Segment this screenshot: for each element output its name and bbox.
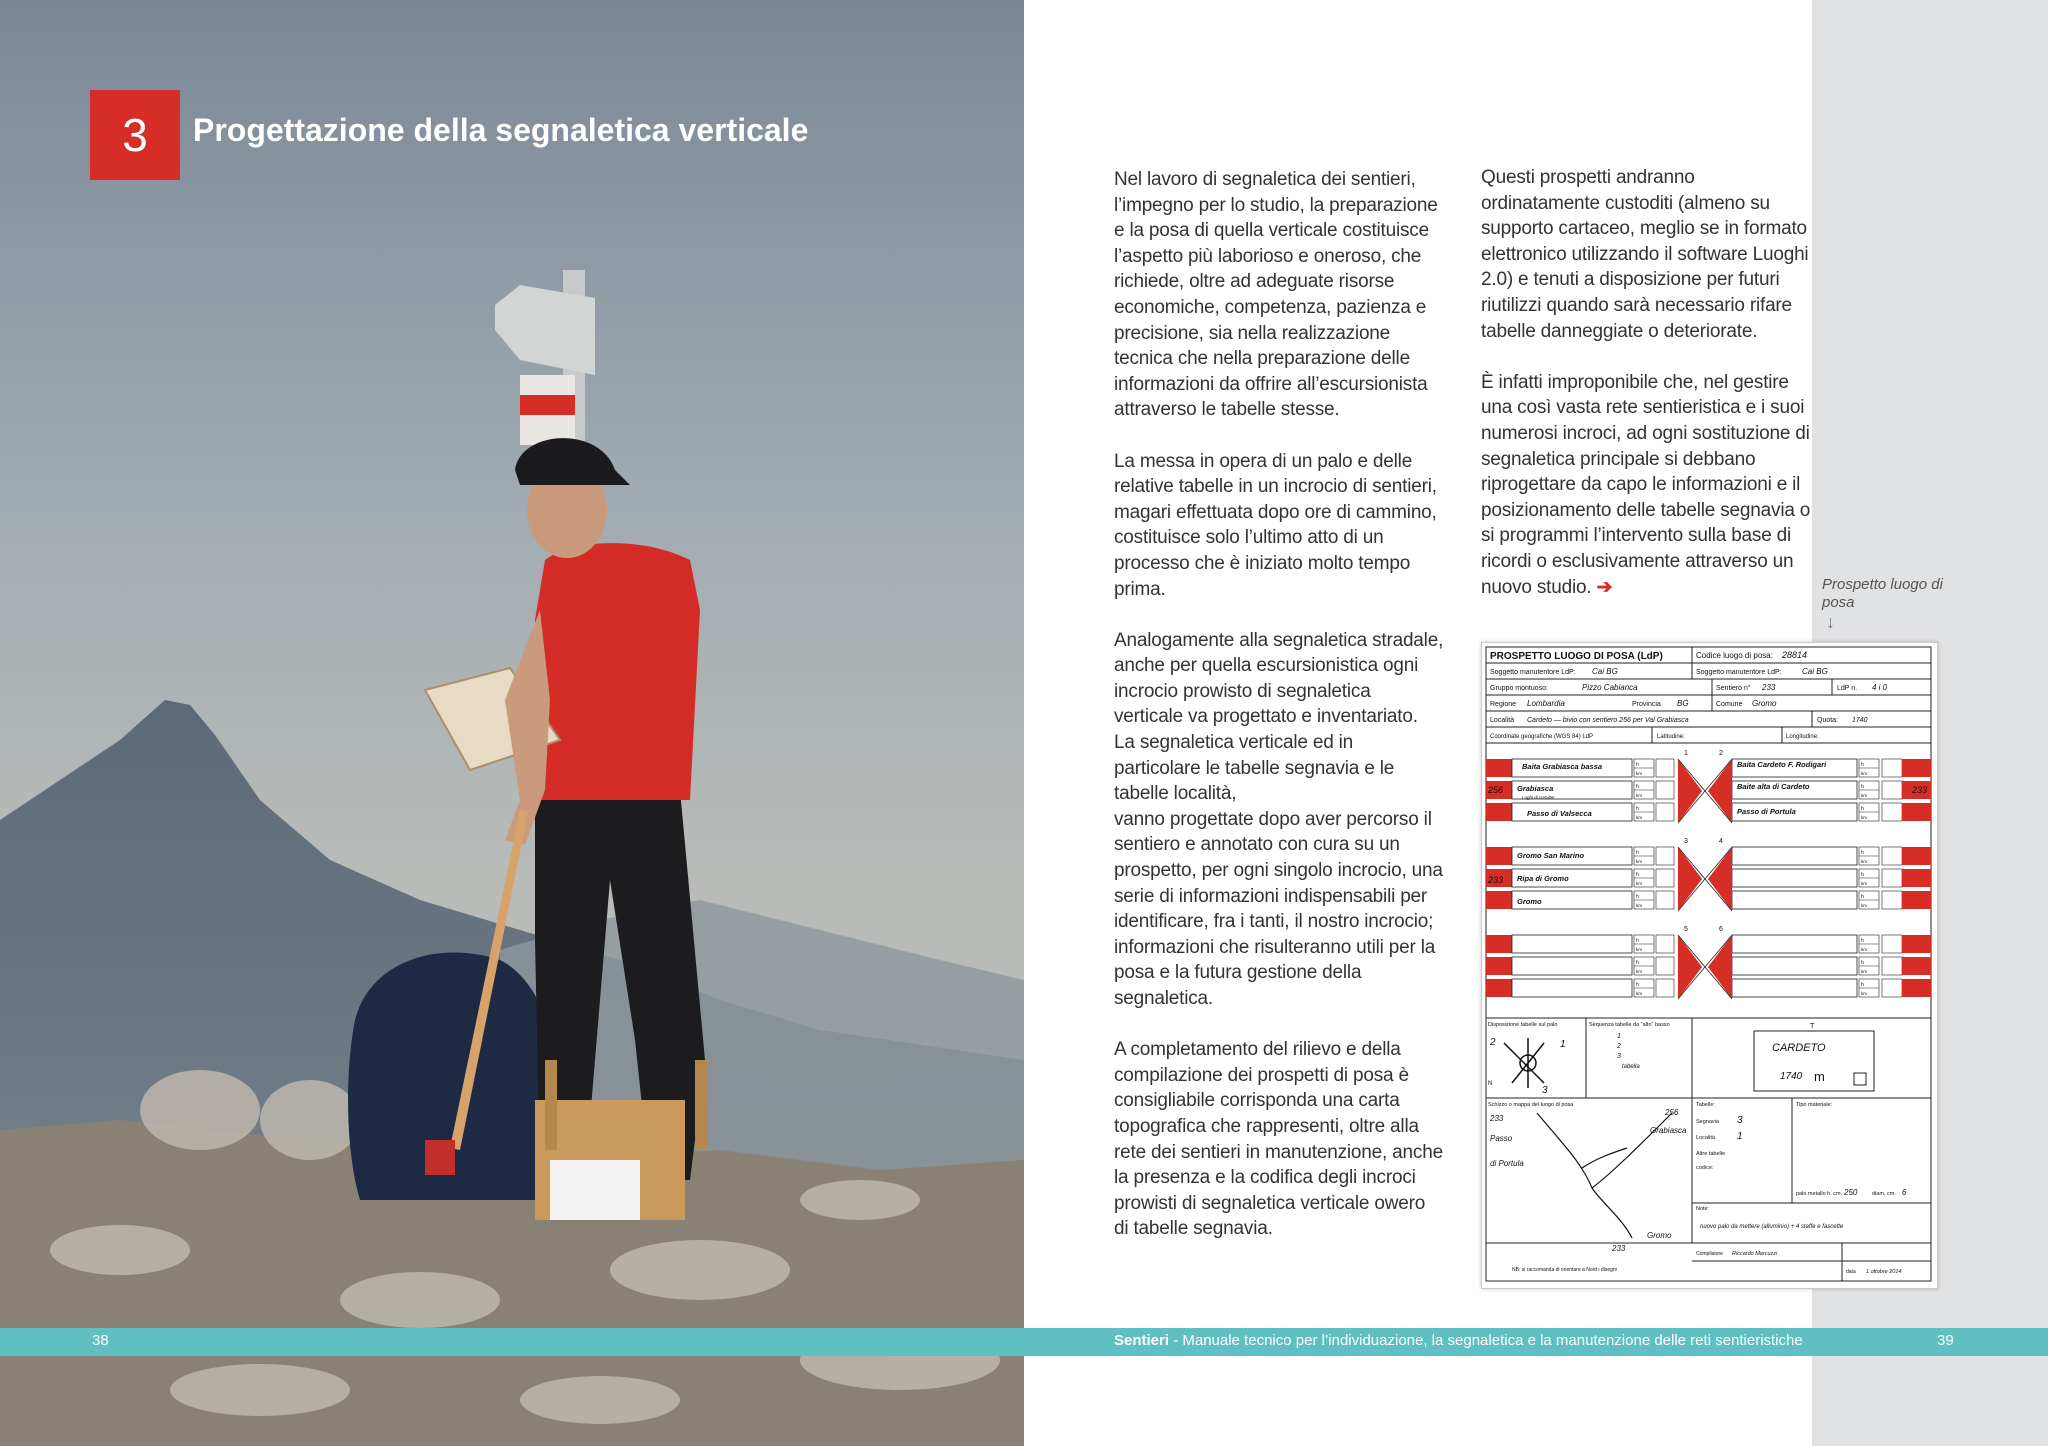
svg-text:2: 2 [1719, 750, 1723, 757]
svg-text:3: 3 [1737, 1115, 1743, 1126]
crossing-arrow [1708, 759, 1732, 823]
svg-text:km: km [1861, 793, 1867, 798]
svg-text:h: h [1861, 762, 1864, 768]
svg-text:palo metallo h. cm.: palo metallo h. cm. [1796, 1191, 1843, 1197]
svg-text:h: h [1636, 850, 1639, 856]
svg-text:1: 1 [1560, 1039, 1566, 1050]
svg-text:1: 1 [1684, 750, 1688, 757]
paragraph: Nel lavoro di segnaletica dei sentieri, l’impegno per lo studio, la preparazione e la posa di quella verticale costituisce l’aspetto più laborioso e oneroso, che richiede, oltre ad adeguate risorse economiche, competenza, pazienza e precisione, sia nella realizzazione tecnica che nella preparazione delle informazioni da offrire all’escursionista attraverso le tabelle stesse. [1114, 169, 1438, 421]
svg-text:diam. cm.: diam. cm. [1872, 1191, 1896, 1197]
svg-text:5: 5 [1684, 926, 1688, 933]
sign-flag-right [1902, 869, 1931, 887]
paragraph: La segnaletica verticale ed in particolare le tabelle segnavia e le tabelle località, [1114, 732, 1395, 805]
paragraph: Questi prospetti andranno ordinatamente custoditi (almeno su supporto cartaceo, meglio se in formato elettronico utilizzando il software Luoghi 2.0) e tenuti a disposizione per futuri riutilizzi quando sarà necessario rifare tabelle danneggiate o deteriorate. [1481, 167, 1809, 342]
svg-text:km: km [1861, 947, 1867, 952]
svg-text:Grabiasca: Grabiasca [1517, 784, 1554, 793]
svg-text:km: km [1861, 815, 1867, 820]
sign-plate-right [1732, 979, 1857, 997]
svg-text:h: h [1861, 982, 1864, 988]
svg-text:1740: 1740 [1780, 1071, 1803, 1082]
crossing-arrow [1678, 935, 1702, 999]
svg-text:km: km [1636, 947, 1642, 952]
paragraph: A completamento del rilievo e della compilazione dei prospetti di posa è consigliabile corrisponda una carta topografica che rappresenti, oltre alla rete dei sentieri in manutenzione, anche la presenza e la codifica degli incroci prowisti di segnaletica verticale owero di tabelle segnavia. [1114, 1039, 1443, 1240]
svg-text:Altre tabelle: Altre tabelle [1696, 1151, 1726, 1157]
svg-text:km: km [1861, 991, 1867, 996]
sign-flag-right [1902, 847, 1931, 865]
svg-text:1 ottobre 2014: 1 ottobre 2014 [1866, 1269, 1902, 1275]
svg-text:km: km [1861, 969, 1867, 974]
chapter-number-box [90, 90, 180, 180]
sign-flag-left [1486, 979, 1516, 997]
svg-text:256: 256 [1665, 1108, 1679, 1117]
svg-text:Tipo materiale:: Tipo materiale: [1796, 1102, 1833, 1108]
svg-text:km: km [1636, 991, 1642, 996]
sign-plate-right [1732, 891, 1857, 909]
svg-text:h: h [1861, 960, 1864, 966]
paragraph: Analogamente alla segnaletica stradale, anche per quella escursionistica ogni incrocio prowisto di segnaletica verticale va progettato e inventariato. [1114, 629, 1444, 728]
svg-text:Cardeto — bivio con sentiero 2: Cardeto — bivio con sentiero 256 per Val Grabiasca [1527, 717, 1689, 724]
svg-text:codice:: codice: [1696, 1165, 1714, 1171]
svg-text:1740: 1740 [1852, 717, 1868, 724]
svg-text:6: 6 [1902, 1188, 1907, 1197]
sign-plate-right [1732, 869, 1857, 887]
svg-text:28814: 28814 [1782, 650, 1808, 660]
svg-text:BG: BG [1677, 699, 1689, 708]
svg-text:Regione: Regione [1490, 701, 1517, 708]
svg-text:3: 3 [1684, 838, 1688, 845]
svg-text:tabella: tabella [1622, 1064, 1640, 1070]
sign-flag-right [1902, 803, 1931, 821]
arrow-down-icon: ↓ [1826, 612, 1835, 632]
svg-text:h: h [1636, 762, 1639, 768]
crossing-arrow [1708, 935, 1732, 999]
svg-text:nuovo palo da mettere (allumin: nuovo palo da mettere (alluminio) + 4 staffe e fascette [1700, 1224, 1844, 1230]
arrow-right-icon: ➔ [1596, 576, 1613, 598]
svg-text:Quota:: Quota: [1817, 717, 1839, 724]
svg-text:di Portula: di Portula [1490, 1159, 1524, 1168]
sign-flag-right [1902, 935, 1931, 953]
svg-text:Baite alta di Cardeto: Baite alta di Cardeto [1737, 782, 1810, 791]
svg-text:2: 2 [1617, 1043, 1621, 1050]
svg-text:Provincia: Provincia [1632, 701, 1661, 708]
sign-flag-right [1902, 759, 1931, 777]
svg-text:3: 3 [1617, 1053, 1621, 1060]
form-title: PROSPETTO LUOGO DI POSA (LdP) [1490, 651, 1663, 662]
svg-text:Codice luogo di posa:: Codice luogo di posa: [1696, 651, 1773, 660]
svg-text:Località: Località [1696, 1135, 1715, 1141]
shovel-blade [425, 1140, 455, 1175]
sign-flag-left [1486, 935, 1516, 953]
svg-text:Note:: Note: [1696, 1206, 1710, 1212]
svg-text:km: km [1861, 771, 1867, 776]
svg-text:Soggetto manutentore LdP:: Soggetto manutentore LdP: [1696, 669, 1782, 676]
svg-text:Passo di Valsecca: Passo di Valsecca [1527, 809, 1592, 818]
svg-text:4: 4 [1719, 838, 1723, 845]
svg-text:km: km [1636, 793, 1642, 798]
sign-flag-right [1902, 979, 1931, 997]
sign-plate-right [1732, 847, 1857, 865]
paragraph: vanno progettate dopo aver percorso il sentiero e annotato con cura su un prospetto, per ogni singolo incrocio, una serie di informazioni indispensabili per identificare, fra i tanti, il nostro incrocio; informazioni che risulteranno utili per la posa e la futura gestione della segnaletica. [1114, 808, 1443, 1009]
svg-text:h: h [1861, 806, 1864, 812]
svg-text:Cai BG: Cai BG [1592, 667, 1618, 676]
svg-text:km: km [1636, 903, 1642, 908]
sign-plate-left [1512, 935, 1632, 953]
svg-text:h: h [1636, 806, 1639, 812]
crossing-arrow [1678, 759, 1702, 823]
svg-text:h: h [1636, 894, 1639, 900]
svg-text:Baita Cardeto F. Rodigari: Baita Cardeto F. Rodigari [1737, 760, 1827, 769]
sign-plate-right [1732, 957, 1857, 975]
sign-plate-right [1732, 935, 1857, 953]
svg-text:Segnavia: Segnavia [1696, 1119, 1719, 1125]
svg-text:Coordinate geografiche (WGS 84: Coordinate geografiche (WGS 84) LdP [1490, 734, 1594, 740]
svg-text:Passo: Passo [1490, 1134, 1513, 1143]
svg-text:h: h [1636, 982, 1639, 988]
svg-text:Longitudine:: Longitudine: [1786, 734, 1819, 740]
svg-text:Latitudine:: Latitudine: [1657, 734, 1685, 740]
svg-text:km: km [1636, 969, 1642, 974]
svg-text:Passo di Portula: Passo di Portula [1737, 807, 1796, 816]
svg-text:data: data [1846, 1269, 1856, 1275]
svg-text:h: h [1861, 850, 1864, 856]
svg-text:LdP n.: LdP n. [1837, 685, 1858, 692]
svg-text:km: km [1861, 881, 1867, 886]
svg-text:h: h [1636, 960, 1639, 966]
svg-text:233: 233 [1612, 1244, 1626, 1253]
footer-brand: Sentieri [1114, 1332, 1170, 1349]
svg-text:Sequenza tabelle da "alto" bas: Sequenza tabelle da "alto" basso [1589, 1022, 1670, 1028]
svg-text:Pizzo Cabianca: Pizzo Cabianca [1582, 683, 1638, 692]
svg-text:Lombardia: Lombardia [1527, 699, 1565, 708]
svg-text:3: 3 [1542, 1085, 1548, 1096]
svg-text:km: km [1636, 815, 1642, 820]
svg-text:h: h [1861, 938, 1864, 944]
svg-text:Gruppo montuoso:: Gruppo montuoso: [1490, 685, 1548, 692]
svg-text:Tabelle:: Tabelle: [1696, 1102, 1715, 1108]
svg-text:Località: Località [1490, 717, 1515, 724]
sign-flag-left [1486, 803, 1516, 821]
svg-text:Riccardo Marcuzzi: Riccardo Marcuzzi [1732, 1251, 1778, 1257]
svg-text:km: km [1636, 859, 1642, 864]
svg-text:4 i 0: 4 i 0 [1872, 683, 1888, 692]
svg-text:1: 1 [1617, 1033, 1621, 1040]
svg-text:Gromo San Marino: Gromo San Marino [1517, 851, 1585, 860]
svg-text:Disposizione tabelle sul palo: Disposizione tabelle sul palo [1488, 1022, 1558, 1028]
svg-text:N: N [1488, 1081, 1493, 1087]
svg-text:6: 6 [1719, 926, 1723, 933]
sign-flag-right [1902, 957, 1931, 975]
svg-text:233: 233 [1762, 683, 1776, 692]
sign-plate-left [1512, 957, 1632, 975]
figure-caption: Prospetto luogo di posa [1822, 576, 1943, 611]
svg-text:NB: si raccomanda di orientare: NB: si raccomanda di orientare a Nord i disegni [1512, 1267, 1617, 1273]
svg-text:m: m [1814, 1069, 1825, 1084]
place-name: CARDETO [1772, 1042, 1826, 1054]
svg-text:h: h [1636, 784, 1639, 790]
crossing-arrow [1708, 847, 1732, 911]
svg-text:Comune: Comune [1716, 701, 1743, 708]
svg-text:km: km [1861, 903, 1867, 908]
svg-text:h: h [1636, 938, 1639, 944]
sign-flag-right [1902, 891, 1931, 909]
svg-text:Schizzo o mappa del luogo di p: Schizzo o mappa del luogo di posa [1488, 1102, 1574, 1108]
svg-text:h: h [1636, 872, 1639, 878]
svg-text:250: 250 [1844, 1188, 1858, 1197]
hiker-shirt [535, 543, 700, 800]
svg-text:Baita Grabiasca bassa: Baita Grabiasca bassa [1522, 762, 1603, 771]
svg-text:Laghi di Gebilter: Laghi di Gebilter [1522, 795, 1555, 800]
svg-text:Grabiasca: Grabiasca [1650, 1126, 1687, 1135]
svg-text:h: h [1861, 784, 1864, 790]
svg-text:1: 1 [1737, 1131, 1743, 1142]
svg-text:233: 233 [1488, 875, 1504, 885]
text-column-1 [1114, 167, 1444, 1268]
compass-sketch [1504, 1038, 1544, 1088]
sign-flag-left [1486, 759, 1516, 777]
svg-text:Gromo: Gromo [1517, 897, 1542, 906]
paragraph: La messa in opera di un palo e delle relative tabelle in un incrocio di sentieri, magari effettuata dopo ore di cammino, costituisce solo l’ultimo atto di un processo che è iniziato molto tempo prima. [1114, 450, 1437, 600]
svg-text:2: 2 [1490, 1037, 1496, 1048]
chapter-number: 3 [122, 109, 148, 161]
svg-text:233: 233 [1490, 1114, 1504, 1123]
svg-text:Cai BG: Cai BG [1802, 667, 1828, 676]
svg-text:km: km [1636, 771, 1642, 776]
text-column-2 [1481, 165, 1811, 626]
page-number-right: 39 [1937, 1332, 1954, 1349]
svg-text:Sentiero n°: Sentiero n° [1716, 685, 1751, 692]
sign-plate-left [1512, 979, 1632, 997]
svg-text:Ripa di Gromo: Ripa di Gromo [1517, 874, 1569, 883]
svg-text:km: km [1861, 859, 1867, 864]
chapter-title: Progettazione della segnaletica verticale [193, 112, 809, 148]
svg-text:Compilatore: Compilatore [1696, 1251, 1723, 1257]
svg-text:Gromo: Gromo [1752, 699, 1777, 708]
svg-text:T: T [1810, 1023, 1815, 1030]
sign-flag-left [1486, 847, 1516, 865]
svg-text:233: 233 [1912, 785, 1928, 795]
sign-flag-left [1486, 957, 1516, 975]
ldp-form-figure [1481, 642, 1938, 1289]
svg-text:Soggetto manutentore LdP:: Soggetto manutentore LdP: [1490, 669, 1576, 676]
crossing-arrow [1678, 847, 1702, 911]
page-number-left: 38 [92, 1332, 109, 1349]
paragraph: È infatti improponibile che, nel gestire una così vasta rete sentieristica e i suoi numerosi incroci, ad ogni sostituzione di segnaletica principale si debbano riprogettare da capo le informazioni e il posizionamento delle tabelle segnavia o si programmi l’intervento sulla base di ricordi o esclusivamente attraverso un nuovo studio. ➔ [1481, 371, 1811, 598]
svg-text:km: km [1636, 881, 1642, 886]
svg-text:256: 256 [1488, 785, 1504, 795]
svg-text:Gromo: Gromo [1647, 1231, 1672, 1240]
svg-text:h: h [1861, 894, 1864, 900]
svg-text:h: h [1861, 872, 1864, 878]
footer-title: Sentieri - Manuale tecnico per l’individuazione, la segnaletica e la manutenzione delle reti sentieristiche [1114, 1332, 1803, 1349]
sign-flag-left [1486, 891, 1516, 909]
